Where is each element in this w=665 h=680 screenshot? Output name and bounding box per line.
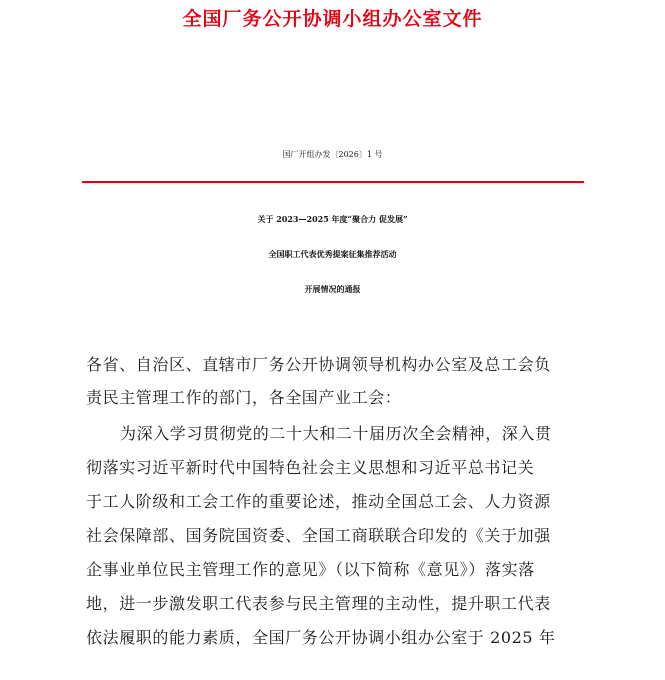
document-number: 国厂开组办发〔2026〕1 号	[282, 150, 383, 159]
paragraph-line-4: 社会保障部、国务院国资委、全国工商联联合印发的《关于加强	[86, 526, 551, 545]
issuer-header: 全国厂务公开协调小组办公室文件	[182, 8, 483, 30]
addressee-line-2: 责民主管理工作的部门，各全国产业工会：	[86, 388, 402, 407]
paragraph-line-7: 依法履职的能力素质，全国厂务公开协调小组办公室于 2025 年	[86, 628, 556, 647]
title-line-3: 开展情况的通报	[304, 284, 361, 294]
title-line-2: 全国职工代表优秀提案征集推荐活动	[268, 249, 397, 259]
paragraph-line-5: 企事业单位民主管理工作的意见》（以下简称《意见》）落实落	[86, 560, 535, 579]
paragraph-line-3: 于工人阶级和工会工作的重要论述，推动全国总工会、人力资源	[86, 492, 551, 511]
title-line-1: 关于 2023—2025 年度“聚合力 促发展”	[257, 214, 408, 224]
addressee-line-1: 各省、自治区、直辖市厂务公开协调领导机构办公室及总工会负	[86, 355, 551, 374]
paragraph-line-1: 为深入学习贯彻党的二十大和二十届历次全会精神，深入贯	[120, 424, 552, 443]
paragraph-line-2: 彻落实习近平新时代中国特色社会主义思想和习近平总书记关	[86, 458, 535, 477]
paragraph-line-6: 地，进一步激发职工代表参与民主管理的主动性，提升职工代表	[86, 594, 551, 613]
red-divider-rule	[82, 181, 584, 183]
